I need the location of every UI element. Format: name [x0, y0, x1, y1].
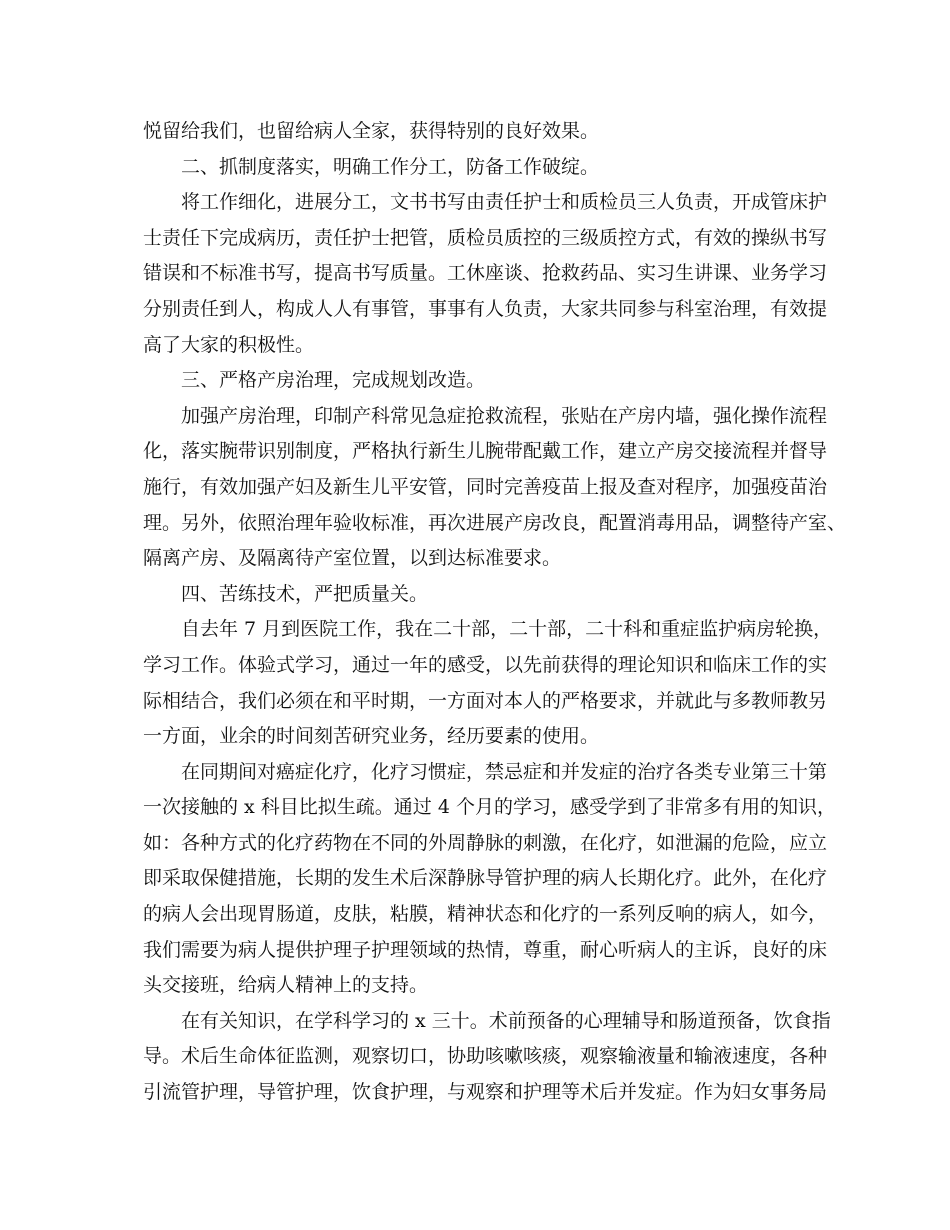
text-line: 在有关知识，在学科学习的 x 三十。术前预备的心理辅导和肠道预备，饮食指	[181, 1009, 831, 1032]
text-line: 错误和不标准书写，提高书写质量。工休座谈、抢救药品、实习生讲课、业务学习	[143, 262, 828, 285]
text-line: 学习工作。体验式学习，通过一年的感受，以先前获得的理论知识和临床工作的实	[143, 653, 828, 676]
text-line: 一次接触的 x 科目比拟生疏。通过 4 个月的学习，感受学到了非常多有用的知识，	[143, 796, 836, 819]
text-line: 加强产房治理，印制产科常见急症抢救流程，张贴在产房内墙，强化操作流程	[181, 404, 828, 427]
text-line: 二、抓制度落实，明确工作分工，防备工作破绽。	[181, 155, 600, 178]
text-line: 化，落实腕带识别制度，严格执行新生儿腕带配戴工作，建立产房交接流程并督导	[143, 440, 828, 463]
text-line: 三、严格产房治理，完成规划改造。	[181, 369, 486, 392]
text-line: 士责任下完成病历，责任护士把管，质检员质控的三级质控方式，有效的操纵书写	[143, 226, 828, 249]
text-line: 即采取保健措施，长期的发生术后深静脉导管护理的病人长期化疗。此外，在化疗	[143, 867, 828, 890]
text-line: 一方面，业余的时间刻苦研究业务，经历要素的使用。	[143, 725, 600, 748]
text-line: 在同期间对癌症化疗，化疗习惯症，禁忌症和并发症的治疗各类专业第三十第	[181, 760, 828, 783]
text-line: 的病人会出现胃肠道，皮肤，粘膜，精神状态和化疗的一系列反响的病人，如今，	[143, 903, 828, 926]
text-line: 头交接班，给病人精神上的支持。	[143, 974, 429, 997]
text-line: 将工作细化，进展分工，文书书写由责任护士和质检员三人负责，开成管床护	[181, 191, 828, 214]
text-line: 自去年 7 月到医院工作，我在二十部，二十部，二十科和重症监护病房轮换，	[181, 618, 833, 641]
text-line: 施行，有效加强产妇及新生儿平安管，同时完善疫苗上报及查对程序，加强疫苗治	[143, 475, 828, 498]
text-line: 分别责任到人，构成人人有事管，事事有人负责，大家共同参与科室治理，有效提	[143, 297, 828, 320]
text-line: 我们需要为病人提供护理子护理领域的热情，尊重，耐心听病人的主诉，良好的床	[143, 938, 828, 961]
text-line: 高了大家的积极性。	[143, 333, 315, 356]
text-line: 引流管护理，导管护理，饮食护理，与观察和护理等术后并发症。作为妇女事务局	[143, 1081, 828, 1104]
text-line: 理。另外，依照治理年验收标准，再次进展产房改良，配置消毒用品，调整待产室、	[143, 511, 847, 534]
text-line: 四、苦练技术，严把质量关。	[181, 582, 429, 605]
text-line: 隔离产房、及隔离待产室位置，以到达标准要求。	[143, 547, 562, 570]
text-line: 如：各种方式的化疗药物在不同的外周静脉的刺激，在化疗，如泄漏的危险，应立	[143, 831, 828, 854]
text-line: 悦留给我们，也留给病人全家，获得特别的良好效果。	[143, 120, 600, 142]
text-line: 导。术后生命体征监测，观察切口，协助咳嗽咳痰，观察输液量和输液速度，各种	[143, 1045, 828, 1068]
text-line: 际相结合，我们必须在和平时期，一方面对本人的严格要求，并就此与多教师教另	[143, 689, 828, 712]
document-body	[143, 114, 847, 1111]
